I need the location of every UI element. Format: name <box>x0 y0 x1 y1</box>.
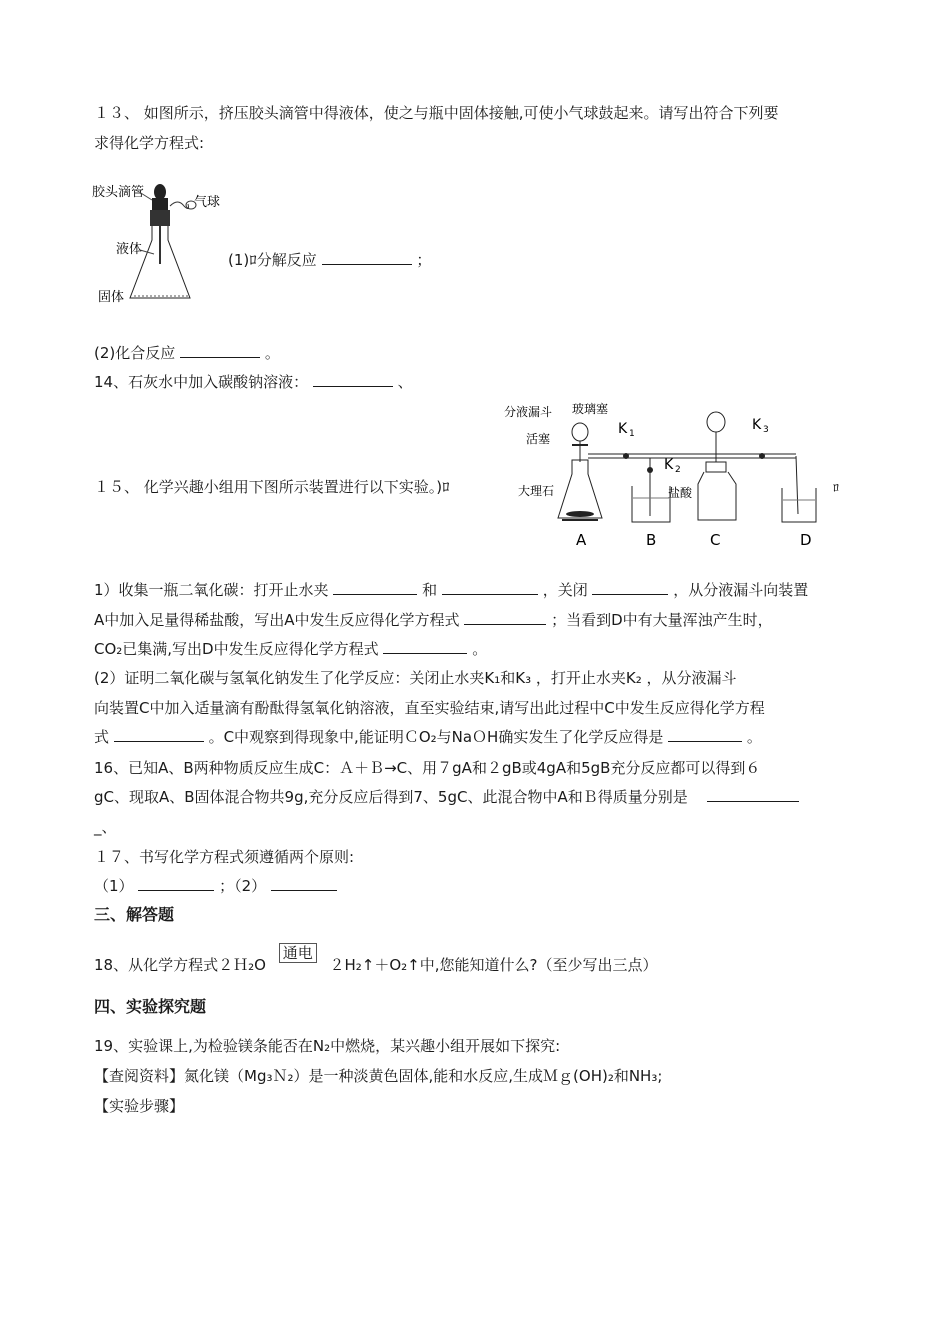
q15-p1-line1: 1）收集一瓶二氧化碳：打开止水夹 和 ，关闭 ，从分液漏斗向装置 <box>94 581 809 599</box>
label-cock: 活塞 <box>526 432 551 446</box>
section-heading-3: 三、解答题 <box>94 905 175 924</box>
label-b: B <box>646 531 657 549</box>
q15-p1-line2: A中加入足量得稀盐酸，写出A中发生反应得化学方程式 ；当看到D中有大量浑浊产生时， <box>94 611 773 629</box>
q16-line1: 16、已知A、B两种物质反应生成C：Ａ＋Ｂ→C、用７gA和２gB或4gA和5gB充分反应都可以得到６ <box>94 759 761 777</box>
label-d: D <box>800 531 812 549</box>
answer-blank[interactable] <box>707 787 799 802</box>
q17-line1: １７、书写化学方程式须遵循两个原则: <box>94 848 355 866</box>
answer-blank[interactable] <box>442 580 538 595</box>
answer-blank[interactable] <box>668 727 742 742</box>
dropper-flask-figure <box>92 178 232 308</box>
q15-p2-line2: 向装置C中加入适量滴有酚酞得氢氧化钠溶液，直至实验结束,请写出此过程中C中发生反应得化学方程 <box>94 699 765 717</box>
answer-blank[interactable] <box>333 580 417 595</box>
electrolysis-condition: 通电 <box>279 943 317 963</box>
answer-blank[interactable] <box>271 876 337 891</box>
q13-part1: (1)ﾛ分解反应 ； <box>228 251 432 269</box>
q19-line3: 【实验步骤】 <box>94 1097 185 1115</box>
co2-apparatus-figure <box>500 402 845 552</box>
label-k1: K <box>618 421 628 437</box>
label-acid: 盐酸 <box>668 486 693 500</box>
answer-blank[interactable] <box>138 876 214 891</box>
label-k3: K <box>752 417 762 433</box>
label-marble: 大理石 <box>518 484 555 498</box>
q15-intro: １５、 化学兴趣小组用下图所示装置进行以下实验。)ﾛ <box>94 478 450 496</box>
q15-p2-line1: (2）证明二氧化碳与氢氧化钠发生了化学反应：关闭止水夹K₁和K₃ ，打开止水夹K₂ ，从分液漏斗 <box>94 669 737 687</box>
q14: 14、石灰水中加入碳酸钠溶液： 、 <box>94 373 413 391</box>
label-solid: 固体 <box>98 290 125 305</box>
label-k3-sub: 3 <box>763 425 769 435</box>
q16-line2: gC、现取A、B固体混合物共9g,充分反应后得到7、5gC、此混合物中A和Ｂ得质量分别是 <box>94 787 799 807</box>
answer-blank[interactable] <box>114 727 204 742</box>
q17-parts: （1） ；（2） <box>94 876 337 896</box>
label-funnel: 分液漏斗 <box>504 405 553 419</box>
label-k2-sub: 2 <box>675 465 681 475</box>
label-c: C <box>710 531 721 549</box>
q19-line2: 【查阅资料】氮化镁（Mg₃Ｎ₂）是一种淡黄色固体,能和水反应,生成Ｍｇ(OH)₂和NH₃; <box>94 1067 663 1085</box>
q15-p1-line3: CO₂已集满,写出D中发生反应得化学方程式 。 <box>94 640 488 658</box>
label-k1-sub: 1 <box>629 429 635 439</box>
q16-line3: _、 <box>94 818 117 836</box>
answer-blank[interactable] <box>180 343 260 358</box>
q13-line1: １３、 如图所示，挤压胶头滴管中得液体，使之与瓶中固体接触,可使小气球鼓起来。请写出符合下列要 <box>94 104 779 122</box>
answer-blank[interactable] <box>383 639 467 654</box>
label-balloon: 气球 <box>194 195 221 210</box>
q18: 18、从化学方程式２Ｈ₂O 通电 ２H₂↑＋O₂↑中,您能知道什么?（至少写出三点） <box>94 944 658 974</box>
section-heading-4: 四、实验探究题 <box>94 997 207 1016</box>
label-stopper: 玻璃塞 <box>572 402 609 416</box>
q19-line1: 19、实验课上,为检验镁条能否在N₂中燃烧，某兴趣小组开展如下探究: <box>94 1037 561 1055</box>
label-k2: K <box>664 457 674 473</box>
q15-p2-line3: 式 。C中观察到得现象中,能证明ＣO₂与NaＯH确实发生了化学反应得是 。 <box>94 728 762 746</box>
answer-blank[interactable] <box>313 372 393 387</box>
label-tail: ﾛ <box>833 481 840 495</box>
answer-blank[interactable] <box>464 610 546 625</box>
label-a: A <box>576 531 587 549</box>
answer-blank[interactable] <box>322 250 412 265</box>
q13-line2: 求得化学方程式: <box>94 134 205 152</box>
label-liquid: 液体 <box>116 242 143 257</box>
q13-part2: (2)化合反应 。 <box>94 344 280 362</box>
answer-blank[interactable] <box>592 580 668 595</box>
label-dropper: 胶头滴管 <box>92 185 145 200</box>
